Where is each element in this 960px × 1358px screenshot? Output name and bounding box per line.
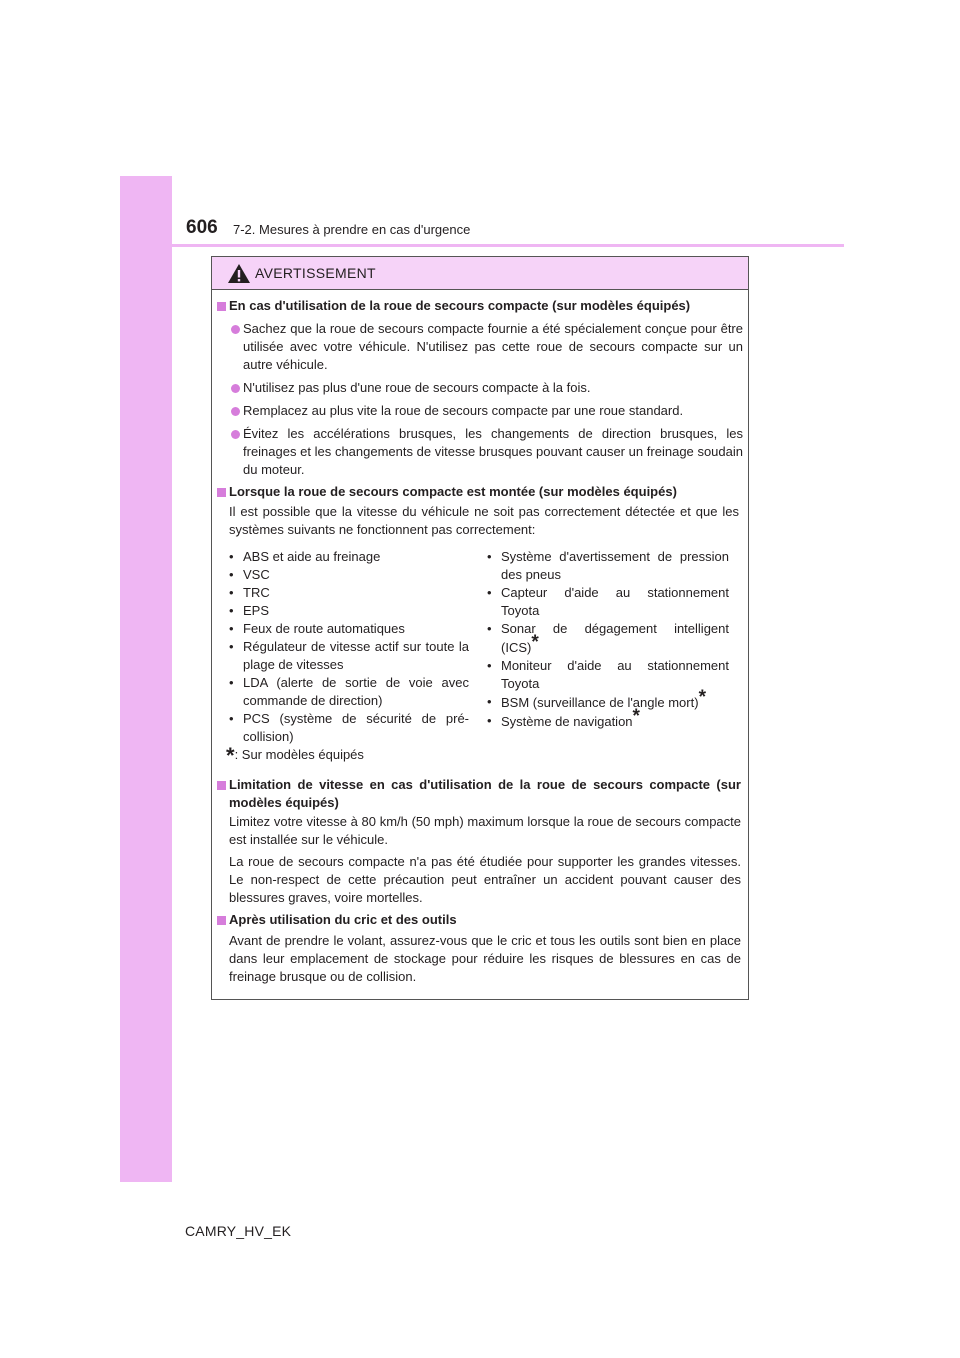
footnote-asterisk: * bbox=[226, 743, 235, 768]
system-item-label: Moniteur d'aide au stationnement Toyota bbox=[501, 658, 729, 691]
system-item: • ABS et aide au freinage bbox=[229, 548, 469, 566]
system-item bbox=[487, 584, 729, 620]
bullet-dot bbox=[231, 430, 240, 439]
system-item bbox=[487, 657, 729, 693]
system-item-label: Système d'avertissement de pression des pneus bbox=[501, 549, 729, 582]
system-item: • EPS bbox=[229, 602, 469, 620]
system-item-label: Système de navigation bbox=[501, 714, 633, 729]
system-item: • LDA (alerte de sortie de voie avec commande de direction) bbox=[229, 674, 469, 710]
side-color-band bbox=[120, 176, 172, 1182]
bullet-dot bbox=[231, 407, 240, 416]
section-text: Avant de prendre le volant, assurez-vous que le cric et tous les outils sont bien en place dans leur emplacement de stockage pour réduire les risques de blessures en cas de freinage brusque ou de collision. bbox=[229, 933, 741, 984]
system-item: • VSC bbox=[229, 566, 469, 584]
section-heading-spare-mounted: Lorsque la roue de secours compacte est montée (sur modèles équipés) bbox=[229, 484, 677, 499]
system-item-label: Capteur d'aide au stationnement Toyota bbox=[501, 585, 729, 618]
bullet-text: Sachez que la roue de secours compacte fournie a été spécialement conçue pour être utilisée avec votre véhicule. N'utilisez pas cette roue de secours compacte sur un autre véhicule. bbox=[243, 321, 743, 372]
footnote-text: : Sur modèles équipés bbox=[234, 747, 364, 762]
bullet-text: N'utilisez pas plus d'une roue de secours compacte à la fois. bbox=[243, 380, 591, 395]
bullet-text: Remplacez au plus vite la roue de secours compacte par une roue standard. bbox=[243, 403, 684, 418]
footnote bbox=[226, 743, 526, 768]
model-code: CAMRY_HV_EK bbox=[185, 1223, 292, 1239]
system-item bbox=[487, 706, 729, 731]
system-item: • TRC bbox=[229, 584, 469, 602]
warning-header bbox=[212, 257, 748, 290]
system-item: • PCS (système de sécurité de pré-collision) bbox=[229, 710, 469, 746]
section-marker-square bbox=[217, 488, 226, 497]
system-item bbox=[487, 548, 729, 584]
page-number: 606 bbox=[186, 217, 218, 238]
header-rule bbox=[120, 244, 844, 247]
bullet-dot bbox=[231, 325, 240, 334]
section-marker-square bbox=[217, 302, 226, 311]
system-item-label: Sonar de dégagement intelligent (ICS) bbox=[501, 621, 729, 655]
system-item bbox=[487, 687, 729, 712]
system-item: • Régulateur de vitesse actif sur toute la plage de vitesses bbox=[229, 638, 469, 674]
warning-triangle-icon bbox=[227, 263, 251, 284]
section-heading-speed-limit: Limitation de vitesse en cas d'utilisation de la roue de secours compacte (sur modèles équipés) bbox=[229, 777, 741, 810]
asterisk-mark: * bbox=[632, 706, 640, 727]
warning-title: AVERTISSEMENT bbox=[255, 265, 376, 281]
systems-list-right bbox=[487, 548, 729, 731]
section-marker-square bbox=[217, 781, 226, 790]
section-text: La roue de secours compacte n'a pas été étudiée pour supporter les grandes vitesses. Le non-respect de cette précaution peut entraîner un accident pouvant causer des blessures graves, voire mortelles. bbox=[229, 854, 741, 905]
section-text: Limitez votre vitesse à 80 km/h (50 mph) maximum lorsque la roue de secours compacte est installée sur le véhicule. bbox=[229, 814, 741, 847]
section-heading-after-jack: Après utilisation du cric et des outils bbox=[229, 912, 457, 927]
section-title: 7-2. Mesures à prendre en cas d'urgence bbox=[233, 222, 471, 237]
section-text: Il est possible que la vitesse du véhicule ne soit pas correctement détectée et que les systèmes suivants ne fonctionnent pas correctement: bbox=[229, 504, 739, 537]
section-marker-square bbox=[217, 916, 226, 925]
bullet-dot bbox=[231, 384, 240, 393]
bullet-text: Évitez les accélérations brusques, les changements de direction brusques, les freinages et les changements de vitesse brusques pouvant causer un freinage soudain du moteur. bbox=[243, 426, 743, 477]
system-item-label: BSM (surveillance de l'angle mort) bbox=[501, 695, 699, 710]
asterisk-mark: * bbox=[531, 632, 539, 653]
system-item: • Feux de route automatiques bbox=[229, 620, 469, 638]
systems-list-left bbox=[229, 548, 469, 746]
section-heading-spare-use: En cas d'utilisation de la roue de secours compacte (sur modèles équipés) bbox=[229, 298, 691, 313]
system-item bbox=[487, 620, 729, 657]
asterisk-mark: * bbox=[698, 687, 706, 708]
